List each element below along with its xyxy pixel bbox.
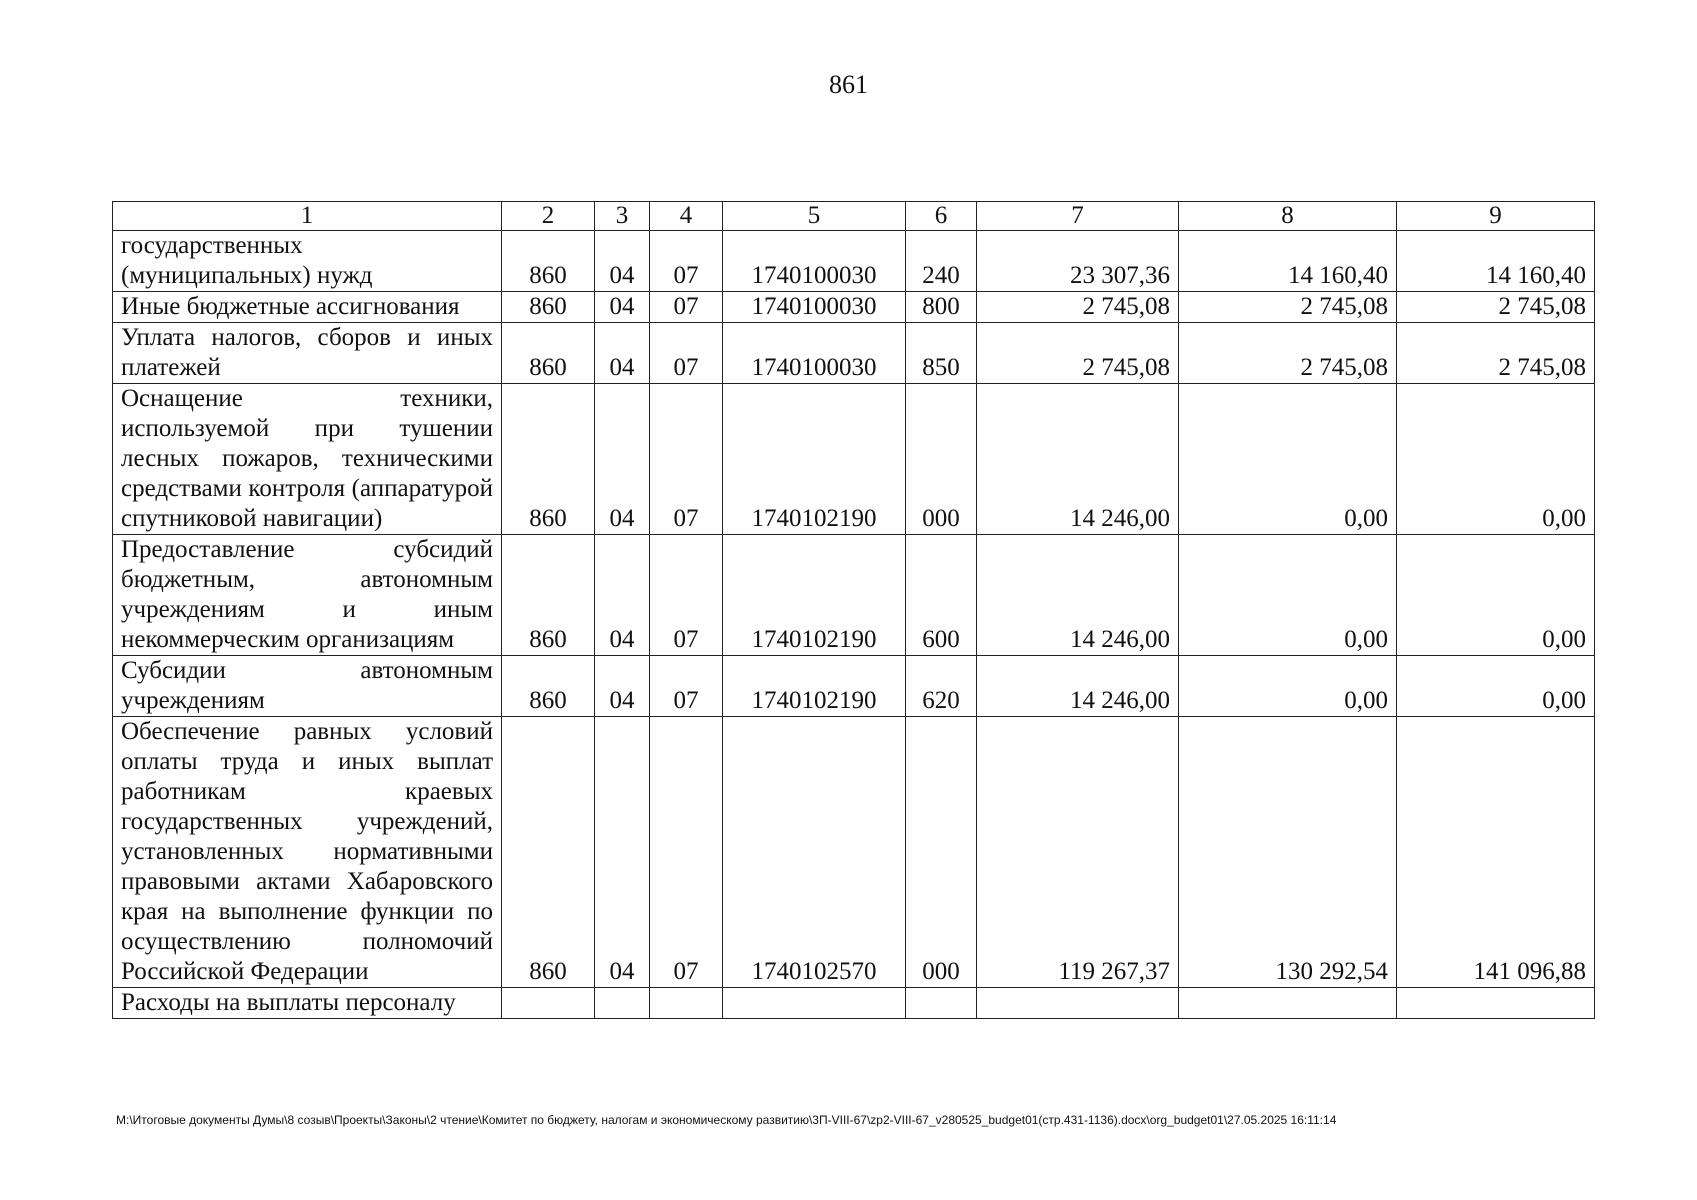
row-code-ministry xyxy=(502,988,595,1019)
row-amount-8: 130 292,54 xyxy=(1179,717,1397,988)
row-amount-8: 2 745,08 xyxy=(1179,292,1397,323)
header-cell-5: 5 xyxy=(723,202,906,231)
row-code-target xyxy=(723,988,906,1019)
row-code-ministry: 860 xyxy=(502,231,595,292)
table-header-row xyxy=(113,202,1595,231)
table-row xyxy=(113,384,1595,535)
row-amount-9: 0,00 xyxy=(1397,656,1595,717)
row-name: государственных (муниципальных) нужд xyxy=(113,231,502,292)
row-code-target: 1740100030 xyxy=(723,231,906,292)
row-name: Уплата налогов, сборов и иных платежей xyxy=(113,323,502,384)
row-code-expense-type: 240 xyxy=(906,231,977,292)
row-name: Обеспечение равных условий оплаты труда и иных выплат работникам краевых государственных учреждений, установленных нормативными правовыми актами Хабаровского края на выполнение функции по осуществлению полномочий Российской Федерации xyxy=(113,717,502,988)
row-code-target: 1740102190 xyxy=(723,535,906,656)
row-code-expense-type: 000 xyxy=(906,384,977,535)
row-amount-8: 0,00 xyxy=(1179,384,1397,535)
row-code-subsection: 07 xyxy=(650,292,723,323)
row-amount-7: 23 307,36 xyxy=(977,231,1179,292)
row-name: Иные бюджетные ассигнования xyxy=(113,292,502,323)
row-amount-7: 2 745,08 xyxy=(977,323,1179,384)
page-number: 861 xyxy=(829,70,868,99)
table-row xyxy=(113,656,1595,717)
row-code-section xyxy=(595,988,650,1019)
row-code-section: 04 xyxy=(595,231,650,292)
row-name: Субсидии автономным учреждениям xyxy=(113,656,502,717)
row-code-ministry: 860 xyxy=(502,323,595,384)
row-code-section: 04 xyxy=(595,656,650,717)
table-row xyxy=(113,535,1595,656)
row-amount-8: 0,00 xyxy=(1179,535,1397,656)
row-code-target: 1740102190 xyxy=(723,656,906,717)
row-code-ministry: 860 xyxy=(502,717,595,988)
header-cell-6: 6 xyxy=(906,202,977,231)
row-code-target: 1740100030 xyxy=(723,292,906,323)
row-code-ministry: 860 xyxy=(502,656,595,717)
row-amount-8 xyxy=(1179,988,1397,1019)
row-code-section: 04 xyxy=(595,292,650,323)
row-amount-7: 2 745,08 xyxy=(977,292,1179,323)
row-code-subsection: 07 xyxy=(650,656,723,717)
row-code-subsection: 07 xyxy=(650,717,723,988)
row-code-subsection: 07 xyxy=(650,323,723,384)
row-amount-9: 0,00 xyxy=(1397,535,1595,656)
row-amount-8: 0,00 xyxy=(1179,656,1397,717)
table-row xyxy=(113,231,1595,292)
row-code-ministry: 860 xyxy=(502,292,595,323)
table-row xyxy=(113,717,1595,988)
row-amount-8: 2 745,08 xyxy=(1179,323,1397,384)
row-code-subsection: 07 xyxy=(650,231,723,292)
row-code-target: 1740102570 xyxy=(723,717,906,988)
table-row xyxy=(113,988,1595,1019)
row-code-subsection xyxy=(650,988,723,1019)
row-amount-8: 14 160,40 xyxy=(1179,231,1397,292)
header-cell-2: 2 xyxy=(502,202,595,231)
row-amount-7: 14 246,00 xyxy=(977,535,1179,656)
row-code-section: 04 xyxy=(595,717,650,988)
row-name: Расходы на выплаты персоналу xyxy=(113,988,502,1019)
row-code-ministry: 860 xyxy=(502,535,595,656)
row-code-expense-type: 620 xyxy=(906,656,977,717)
row-amount-7: 119 267,37 xyxy=(977,717,1179,988)
header-cell-9: 9 xyxy=(1397,202,1595,231)
row-code-section: 04 xyxy=(595,535,650,656)
row-code-subsection: 07 xyxy=(650,535,723,656)
row-amount-7: 14 246,00 xyxy=(977,656,1179,717)
row-code-target: 1740102190 xyxy=(723,384,906,535)
row-code-expense-type xyxy=(906,988,977,1019)
header-cell-3: 3 xyxy=(595,202,650,231)
row-code-expense-type: 800 xyxy=(906,292,977,323)
row-code-expense-type: 600 xyxy=(906,535,977,656)
row-name: Предоставление субсидий бюджетным, автономным учреждениям и иным некоммерческим организациям xyxy=(113,535,502,656)
row-name: Оснащение техники, используемой при тушении лесных пожаров, техническими средствами контроля (аппаратурой спутниковой навигации) xyxy=(113,384,502,535)
footer-file-path: M:\Итоговые документы Думы\8 созыв\Проекты\Законы\2 чтение\Комитет по бюджету, налогам и экономическому развитию\3П-VIII-67\zp2-VIII-67_v280525_budget01(стр.431-1136).docx\org_budget01\27.05.2025 16:11:14 xyxy=(116,1113,1337,1127)
table-row xyxy=(113,292,1595,323)
header-cell-1: 1 xyxy=(113,202,502,231)
row-code-section: 04 xyxy=(595,323,650,384)
row-amount-9: 2 745,08 xyxy=(1397,292,1595,323)
row-amount-9: 14 160,40 xyxy=(1397,231,1595,292)
table-row xyxy=(113,323,1595,384)
row-amount-9: 2 745,08 xyxy=(1397,323,1595,384)
row-code-subsection: 07 xyxy=(650,384,723,535)
row-code-expense-type: 000 xyxy=(906,717,977,988)
row-amount-9: 0,00 xyxy=(1397,384,1595,535)
row-amount-9 xyxy=(1397,988,1595,1019)
row-code-expense-type: 850 xyxy=(906,323,977,384)
row-amount-9: 141 096,88 xyxy=(1397,717,1595,988)
header-cell-8: 8 xyxy=(1179,202,1397,231)
row-code-section: 04 xyxy=(595,384,650,535)
row-code-target: 1740100030 xyxy=(723,323,906,384)
row-amount-7 xyxy=(977,988,1179,1019)
budget-table xyxy=(112,201,1595,1019)
row-code-ministry: 860 xyxy=(502,384,595,535)
header-cell-7: 7 xyxy=(977,202,1179,231)
header-cell-4: 4 xyxy=(650,202,723,231)
row-amount-7: 14 246,00 xyxy=(977,384,1179,535)
